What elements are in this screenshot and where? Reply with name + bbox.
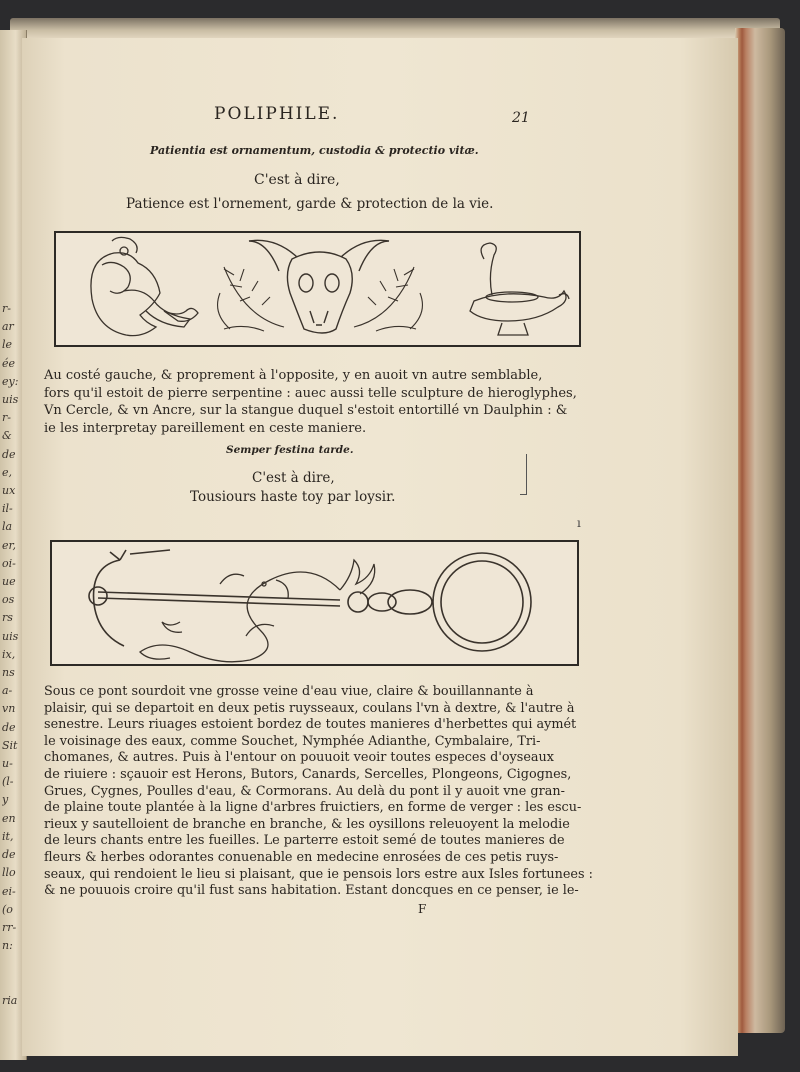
margin-mark: ı bbox=[577, 516, 581, 530]
para1-line: Vn Cercle, & vn Ancre, sur la stangue duquel s'estoit entortillé vn Daulphin : & bbox=[44, 403, 568, 418]
para2-line: Grues, Cygnes, Poulles d'eau, & Cormorans. Au delà du pont il y auoit vne gran- bbox=[44, 783, 565, 799]
para2-line: de leurs chants entre les fueilles. Le parterre estoit semé de toutes manieres de bbox=[44, 833, 565, 849]
para2-line: senestre. Leurs riuages estoient bordez de toutes manieres d'herbettes qui aymét bbox=[44, 717, 577, 733]
para2-line: le voisinage des eaux, comme Souchet, Nymphée Adianthe, Cymbalaire, Tri- bbox=[44, 733, 541, 749]
running-head: POLIPHILE. bbox=[214, 104, 340, 124]
para2-line: Sous ce pont sourdoit vne grosse veine d'eau viue, claire & bouillannante à bbox=[44, 684, 534, 699]
page-fore-edge bbox=[735, 28, 785, 1033]
para1-line: fors qu'il estoit de pierre serpentine : auec aussi telle sculpture de hieroglyphes, bbox=[44, 385, 577, 401]
translation-1: Patience est l'ornement, garde & protection de la vie. bbox=[126, 196, 494, 212]
para1-line: ie les interpretay pareillement en ceste maniere. bbox=[44, 420, 367, 436]
para2-line: rieux y sautelloient de branche en branche, & les oysillons releuoyent la melodie bbox=[44, 816, 570, 832]
book-top-edge bbox=[10, 18, 780, 40]
translation-2: Tousiours haste toy par loysir. bbox=[190, 489, 396, 505]
para2-line: de riuiere : sçauoir est Herons, Butors, Canards, Sercelles, Plongeons, Cigognes, bbox=[44, 766, 572, 782]
latin-motto-1: Patientia est ornamentum, custodia & protectio vitæ. bbox=[150, 144, 479, 157]
paragraph-2 bbox=[44, 684, 593, 900]
para2-line: de plaine toute plantée à la ligne d'arbres fruictiers, en forme de verger : les escu- bbox=[44, 800, 582, 816]
para2-line: chomanes, & autres. Puis à l'entour on pouuoit veoir toutes especes d'oyseaux bbox=[44, 750, 555, 766]
hieroglyph-panel-2 bbox=[50, 540, 579, 666]
cest-a-dire-2: C'est à dire, bbox=[252, 470, 335, 486]
para2-line: seaux, qui rendoient le lieu si plaisant, que ie pensois lors estre aux Isles fortunees : bbox=[44, 866, 593, 882]
margin-bracket bbox=[520, 454, 527, 495]
paragraph-1 bbox=[44, 367, 577, 437]
latin-motto-2: Semper festina tarde. bbox=[226, 444, 354, 456]
para2-line: fleurs & herbes odorantes conuenable en medecine enrosées de ces petis ruys- bbox=[44, 849, 559, 865]
facing-page-fragments: r- ar le ée ey: uis r- & de e, ux il- la er, oi- ue os rs uis ix, ns a- vn de Sit u- (l- y en it, de llo ei- (o rr- n: ria bbox=[2, 302, 19, 1007]
hieroglyph-panel-1 bbox=[54, 231, 581, 347]
signature-mark: F bbox=[418, 902, 427, 916]
para2-line: & ne pouuois croire qu'il fust sans habitation. Estant doncques en ce penser, ie le- bbox=[44, 883, 579, 899]
para2-line: plaisir, qui se departoit en deux petis ruysseaux, coulans l'vn à dextre, & l'autre à bbox=[44, 700, 575, 716]
para1-line: Au costé gauche, & proprement à l'opposite, y en auoit vn autre semblable, bbox=[44, 368, 543, 383]
cest-a-dire-1: C'est à dire, bbox=[254, 172, 340, 188]
folio-number: 21 bbox=[512, 110, 530, 126]
